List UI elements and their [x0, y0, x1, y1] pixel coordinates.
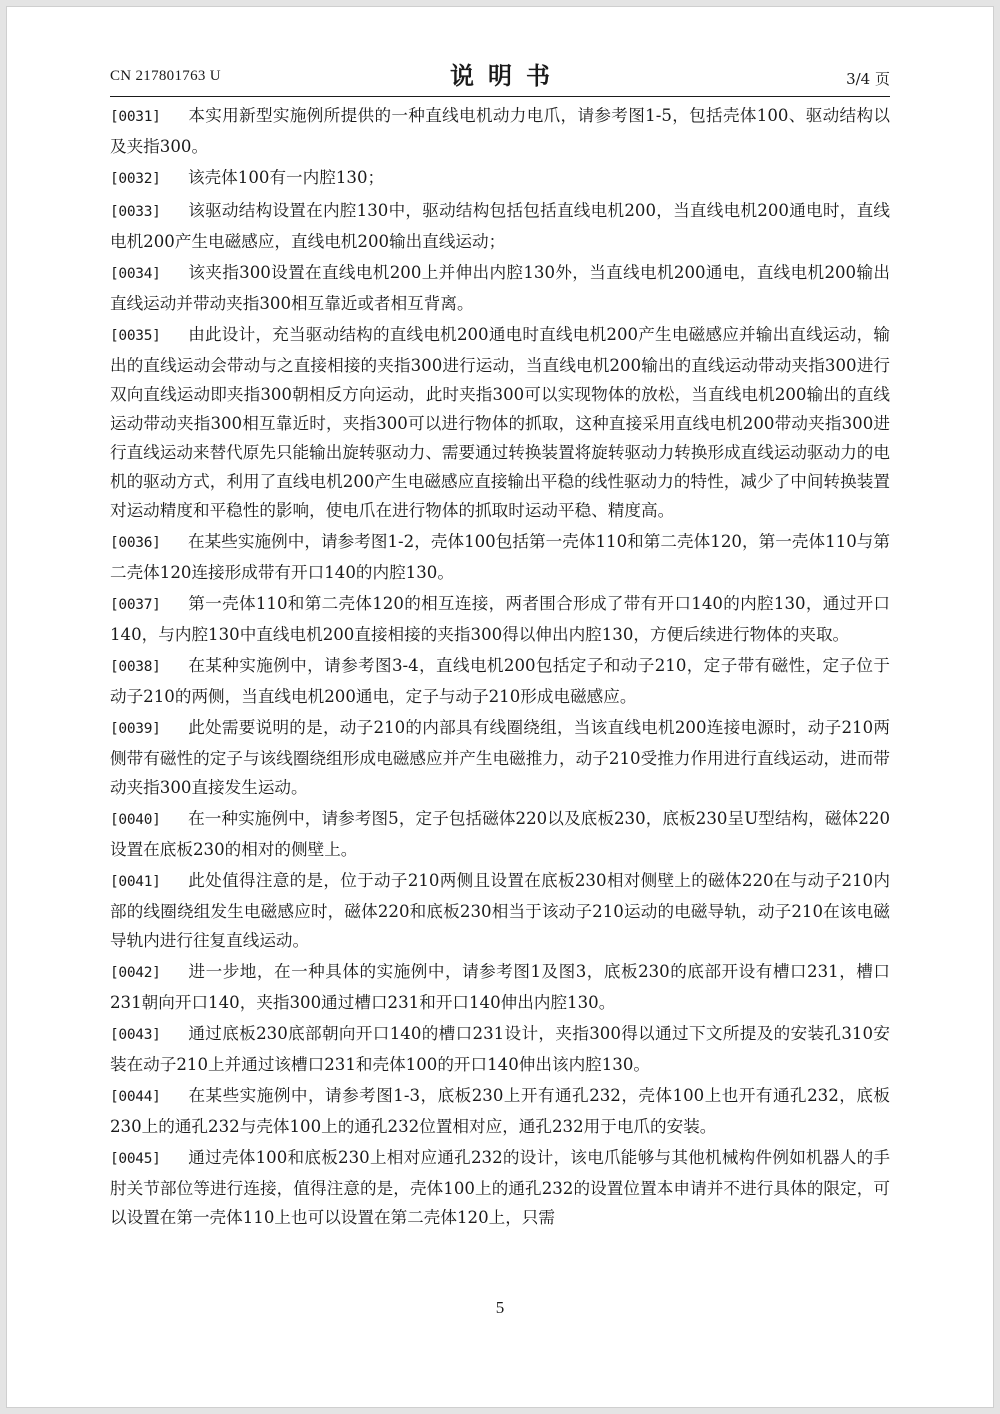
paragraph-number: [0037] [110, 597, 161, 613]
paragraph-text: 通过底板230底部朝向开口140的槽口231设计，夹指300得以通过下文所提及的安装孔310安装在动子210上并通过该槽口231和壳体100的开口140伸出该内腔130。 [110, 1024, 890, 1074]
paragraph [110, 866, 890, 955]
paragraph [110, 163, 890, 194]
publication-number: CN 217801763 U [110, 68, 221, 84]
paragraph-number: [0043] [110, 1027, 161, 1043]
paragraph-number: [0042] [110, 965, 161, 981]
paragraph-text: 通过壳体100和底板230上相对应通孔232的设计，该电爪能够与其他机械构件例如机器人的手肘关节部位等进行连接，值得注意的是，壳体100上的通孔232的设置位置本申请并不进行具体的限定，可以设置在第一壳体110上也可以设置在第二壳体120上，只需 [110, 1148, 890, 1227]
paragraph-text: 该壳体100有一内腔130； [188, 168, 385, 187]
paragraph-number: [0035] [110, 328, 161, 344]
paragraph-number: [0038] [110, 659, 161, 675]
paragraph-number: [0036] [110, 535, 161, 551]
paragraph-text: 此处值得注意的是，位于动子210两侧且设置在底板230相对侧壁上的磁体220在与动子210内部的线圈绕组发生电磁感应时，磁体220和底板230相当于该动子210运动的电磁导轨，动子210在该电磁导轨内进行往复直线运动。 [110, 871, 890, 950]
paragraph [110, 196, 890, 256]
paragraph [110, 258, 890, 318]
page-header [110, 54, 890, 94]
paragraph-number: [0040] [110, 812, 161, 828]
paragraph-text: 在某种实施例中，请参考图3-4，直线电机200包括定子和动子210，定子带有磁性，定子位于动子210的两侧，当直线电机200通电，定子与动子210形成电磁感应。 [110, 656, 890, 706]
paragraph-text: 进一步地，在一种具体的实施例中，请参考图1及图3，底板230的底部开设有槽口231，槽口231朝向开口140，夹指300通过槽口231和开口140伸出内腔130。 [110, 962, 890, 1012]
paragraph-number: [0032] [110, 171, 161, 187]
paragraph-number: [0044] [110, 1089, 161, 1105]
paragraph-text: 在某些实施例中，请参考图1-3，底板230上开有通孔232，壳体100上也开有通孔232，底板230上的通孔232与壳体100上的通孔232位置相对应，通孔232用于电爪的安装。 [110, 1086, 890, 1136]
paragraph [110, 713, 890, 802]
description-body [110, 101, 890, 1234]
paragraph-text: 该驱动结构设置在内腔130中，驱动结构包括包括直线电机200，当直线电机200通电时，直线电机200产生电磁感应，直线电机200输出直线运动； [110, 201, 890, 251]
paragraph-number: [0031] [110, 109, 161, 125]
paragraph-number: [0041] [110, 874, 161, 890]
paragraph-number: [0033] [110, 204, 161, 220]
document-title: 说明书 [450, 61, 564, 90]
paragraph-text: 此处需要说明的是，动子210的内部具有线圈绕组，当该直线电机200连接电源时，动子210两侧带有磁性的定子与该线圈绕组形成电磁感应并产生电磁推力，动子210受推力作用进行直线运动，进而带动夹指300直接发生运动。 [110, 718, 890, 797]
paragraph-number: [0039] [110, 721, 161, 737]
page-number: 5 [495, 1298, 505, 1317]
paragraph-text: 第一壳体110和第二壳体120的相互连接，两者围合形成了带有开口140的内腔130，通过开口140，与内腔130中直线电机200直接相接的夹指300得以伸出内腔130，方便后续进行物体的夹取。 [110, 594, 890, 644]
paragraph-text: 在某些实施例中，请参考图1-2，壳体100包括第一壳体110和第二壳体120，第一壳体110与第二壳体120连接形成带有开口140的内腔130。 [110, 532, 890, 582]
paragraph-text: 由此设计，充当驱动结构的直线电机200通电时直线电机200产生电磁感应并输出直线运动，输出的直线运动会带动与之直接相接的夹指300进行运动，当直线电机200输出的直线运动带动夹指300进行双向直线运动即夹指300朝相反方向运动，此时夹指300可以实现物体的放松，当直线电机200输出的直线运动带动夹指300相互靠近时，夹指300可以进行物体的抓取，这种直接采用直线电机200带动夹指300进行直线运动来替代原先只能输出旋转驱动力、需要通过转换装置将旋转驱动力转换形成直线运动驱动力的电机的驱动方式，利用了直线电机200产生电磁感应直接输出平稳的线性驱动力的特性，减少了中间转换装置对运动精度和平稳性的影响，使电爪在进行物体的抓取时运动平稳、精度高。 [110, 325, 890, 520]
paragraph-number: [0034] [110, 266, 161, 282]
paragraph [110, 1081, 890, 1141]
paragraph [110, 320, 890, 525]
paragraph [110, 589, 890, 649]
paragraph [110, 1019, 890, 1079]
paragraph [110, 957, 890, 1017]
paragraph [110, 101, 890, 161]
paragraph-text: 该夹指300设置在直线电机200上并伸出内腔130外，当直线电机200通电，直线电机200输出直线运动并带动夹指300相互靠近或者相互背离。 [110, 263, 890, 313]
paragraph [110, 1143, 890, 1232]
page-fraction: 3/4 页 [846, 70, 890, 88]
paragraph-number: [0045] [110, 1151, 161, 1167]
paragraph [110, 804, 890, 864]
header-rule [110, 96, 890, 97]
paragraph [110, 527, 890, 587]
paragraph [110, 651, 890, 711]
paragraph-text: 本实用新型实施例所提供的一种直线电机动力电爪，请参考图1-5，包括壳体100、驱动结构以及夹指300。 [110, 106, 890, 156]
paragraph-text: 在一种实施例中，请参考图5，定子包括磁体220以及底板230，底板230呈U型结构，磁体220设置在底板230的相对的侧壁上。 [110, 809, 890, 859]
